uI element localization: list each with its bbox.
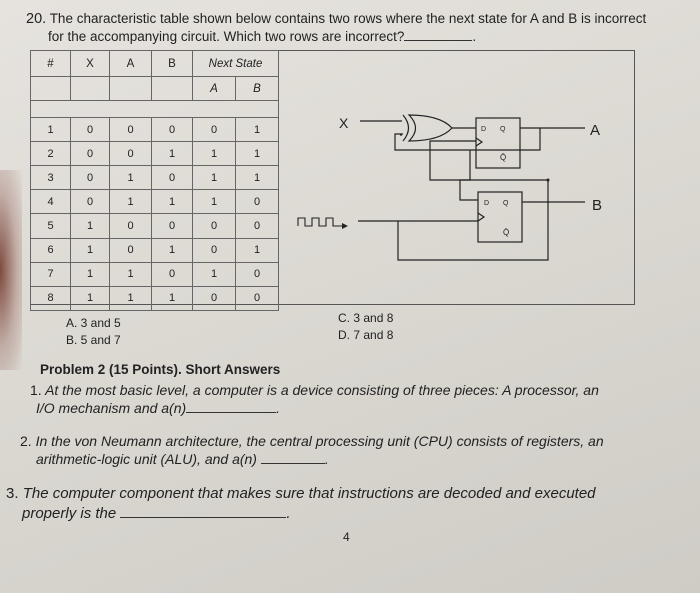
ff-a-q-label: Q (500, 126, 506, 133)
ff-b-d-label: D (484, 200, 490, 207)
cell: 1 (236, 166, 279, 190)
question-text-line2: for the accompanying circuit. Which two rows are incorrect? (48, 29, 405, 44)
cell: 1 (236, 238, 279, 262)
cell: 0 (236, 286, 279, 310)
label-x: X (339, 115, 349, 131)
cell: 1 (110, 286, 152, 310)
col-header-next-state: Next State (193, 51, 279, 77)
cell: 0 (152, 118, 193, 142)
cell: 1 (152, 142, 193, 166)
label-a: A (590, 122, 601, 139)
ff-b-qbar-label: Q̄ (503, 228, 510, 237)
cell: 0 (152, 214, 193, 238)
clock-arrow (342, 223, 348, 229)
col-header-a: A (110, 51, 152, 77)
cell: 3 (31, 166, 71, 190)
cell: 1 (193, 262, 236, 286)
cell: 0 (152, 166, 193, 190)
cell: 5 (31, 214, 71, 238)
cell: 1 (152, 238, 193, 262)
cell: 0 (71, 166, 110, 190)
cell: 1 (71, 238, 110, 262)
cell: 7 (31, 262, 71, 286)
cell: 0 (193, 118, 236, 142)
cell: 1 (71, 286, 110, 310)
ff-b-clock-marker (478, 213, 484, 221)
answer-blank-3[interactable] (120, 517, 286, 518)
feedback-a-wire (395, 128, 540, 150)
cell: 6 (31, 238, 71, 262)
cell: 0 (71, 190, 110, 214)
question-number: 20. (26, 11, 47, 27)
cell: 0 (110, 214, 152, 238)
cell: 1 (71, 214, 110, 238)
ff-b-q-label: Q (503, 200, 509, 207)
short-answer-3: 3. The computer component that makes sure that instructions are decoded and executed properly is the . (6, 485, 596, 522)
cell: 8 (31, 286, 71, 310)
cell: 1 (152, 286, 193, 310)
short-answer-1: 1. At the most basic level, a computer is a device consisting of three pieces: A processor, an I/O mechanism and a(n) . (30, 382, 599, 416)
cell: 1 (110, 166, 152, 190)
option-d[interactable]: D. 7 and 8 (338, 328, 394, 342)
cell: 1 (236, 142, 279, 166)
problem-2-title: Problem 2 (15 Points). Short Answers (40, 362, 281, 377)
cell: 0 (71, 118, 110, 142)
cell: 1 (236, 118, 279, 142)
subheader-next-b: B (236, 77, 279, 101)
question-20: 20. The characteristic table shown below contains two rows where the next state for A and B is incorrect for the accompanying circuit. Which two rows are incorrect? . (26, 11, 647, 44)
cell: 2 (31, 142, 71, 166)
col-header-b: B (152, 51, 193, 77)
cell: 0 (152, 262, 193, 286)
option-b[interactable]: B. 5 and 7 (66, 333, 121, 347)
cell: 1 (31, 118, 71, 142)
cell: 0 (193, 238, 236, 262)
cell: 1 (193, 166, 236, 190)
cell: 1 (193, 142, 236, 166)
col-header-x: X (71, 51, 110, 77)
answer-blank-1[interactable] (186, 412, 276, 413)
cell: 0 (236, 190, 279, 214)
cell: 0 (236, 262, 279, 286)
ff-a-qbar-label: Q̄ (500, 153, 507, 162)
cell: 1 (71, 262, 110, 286)
cell: 0 (110, 238, 152, 262)
ff-b-d-wire (460, 150, 478, 200)
cell: 4 (31, 190, 71, 214)
ff-a-clock-marker (476, 138, 482, 146)
short-answer-2: 2. In the von Neumann architecture, the central processing unit (CPU) consists of registers, an arithmetic-logic unit (ALU), and a(n) . (20, 433, 604, 467)
xor-extra-curve (403, 115, 409, 141)
cell: 0 (193, 214, 236, 238)
option-a[interactable]: A. 3 and 5 (66, 316, 121, 330)
cell: 0 (71, 142, 110, 166)
cell: 0 (110, 118, 152, 142)
clock-symbol (298, 218, 342, 226)
question-text-line1: The characteristic table shown below contains two rows where the next state for A and B is incorrect (49, 11, 647, 26)
page-number: 4 (343, 530, 350, 544)
answer-blank-2[interactable] (261, 463, 325, 464)
cell: 1 (193, 190, 236, 214)
option-c[interactable]: C. 3 and 8 (338, 311, 394, 325)
cell: 1 (110, 262, 152, 286)
cell: 1 (152, 190, 193, 214)
subheader-next-a: A (193, 77, 236, 101)
ff-a-d-label: D (481, 126, 487, 133)
cell: 0 (110, 142, 152, 166)
cell: 0 (236, 214, 279, 238)
col-header-row: # (31, 51, 71, 77)
xor-gate (409, 115, 452, 141)
cell: 1 (110, 190, 152, 214)
label-b: B (592, 197, 603, 214)
cell: 0 (193, 286, 236, 310)
